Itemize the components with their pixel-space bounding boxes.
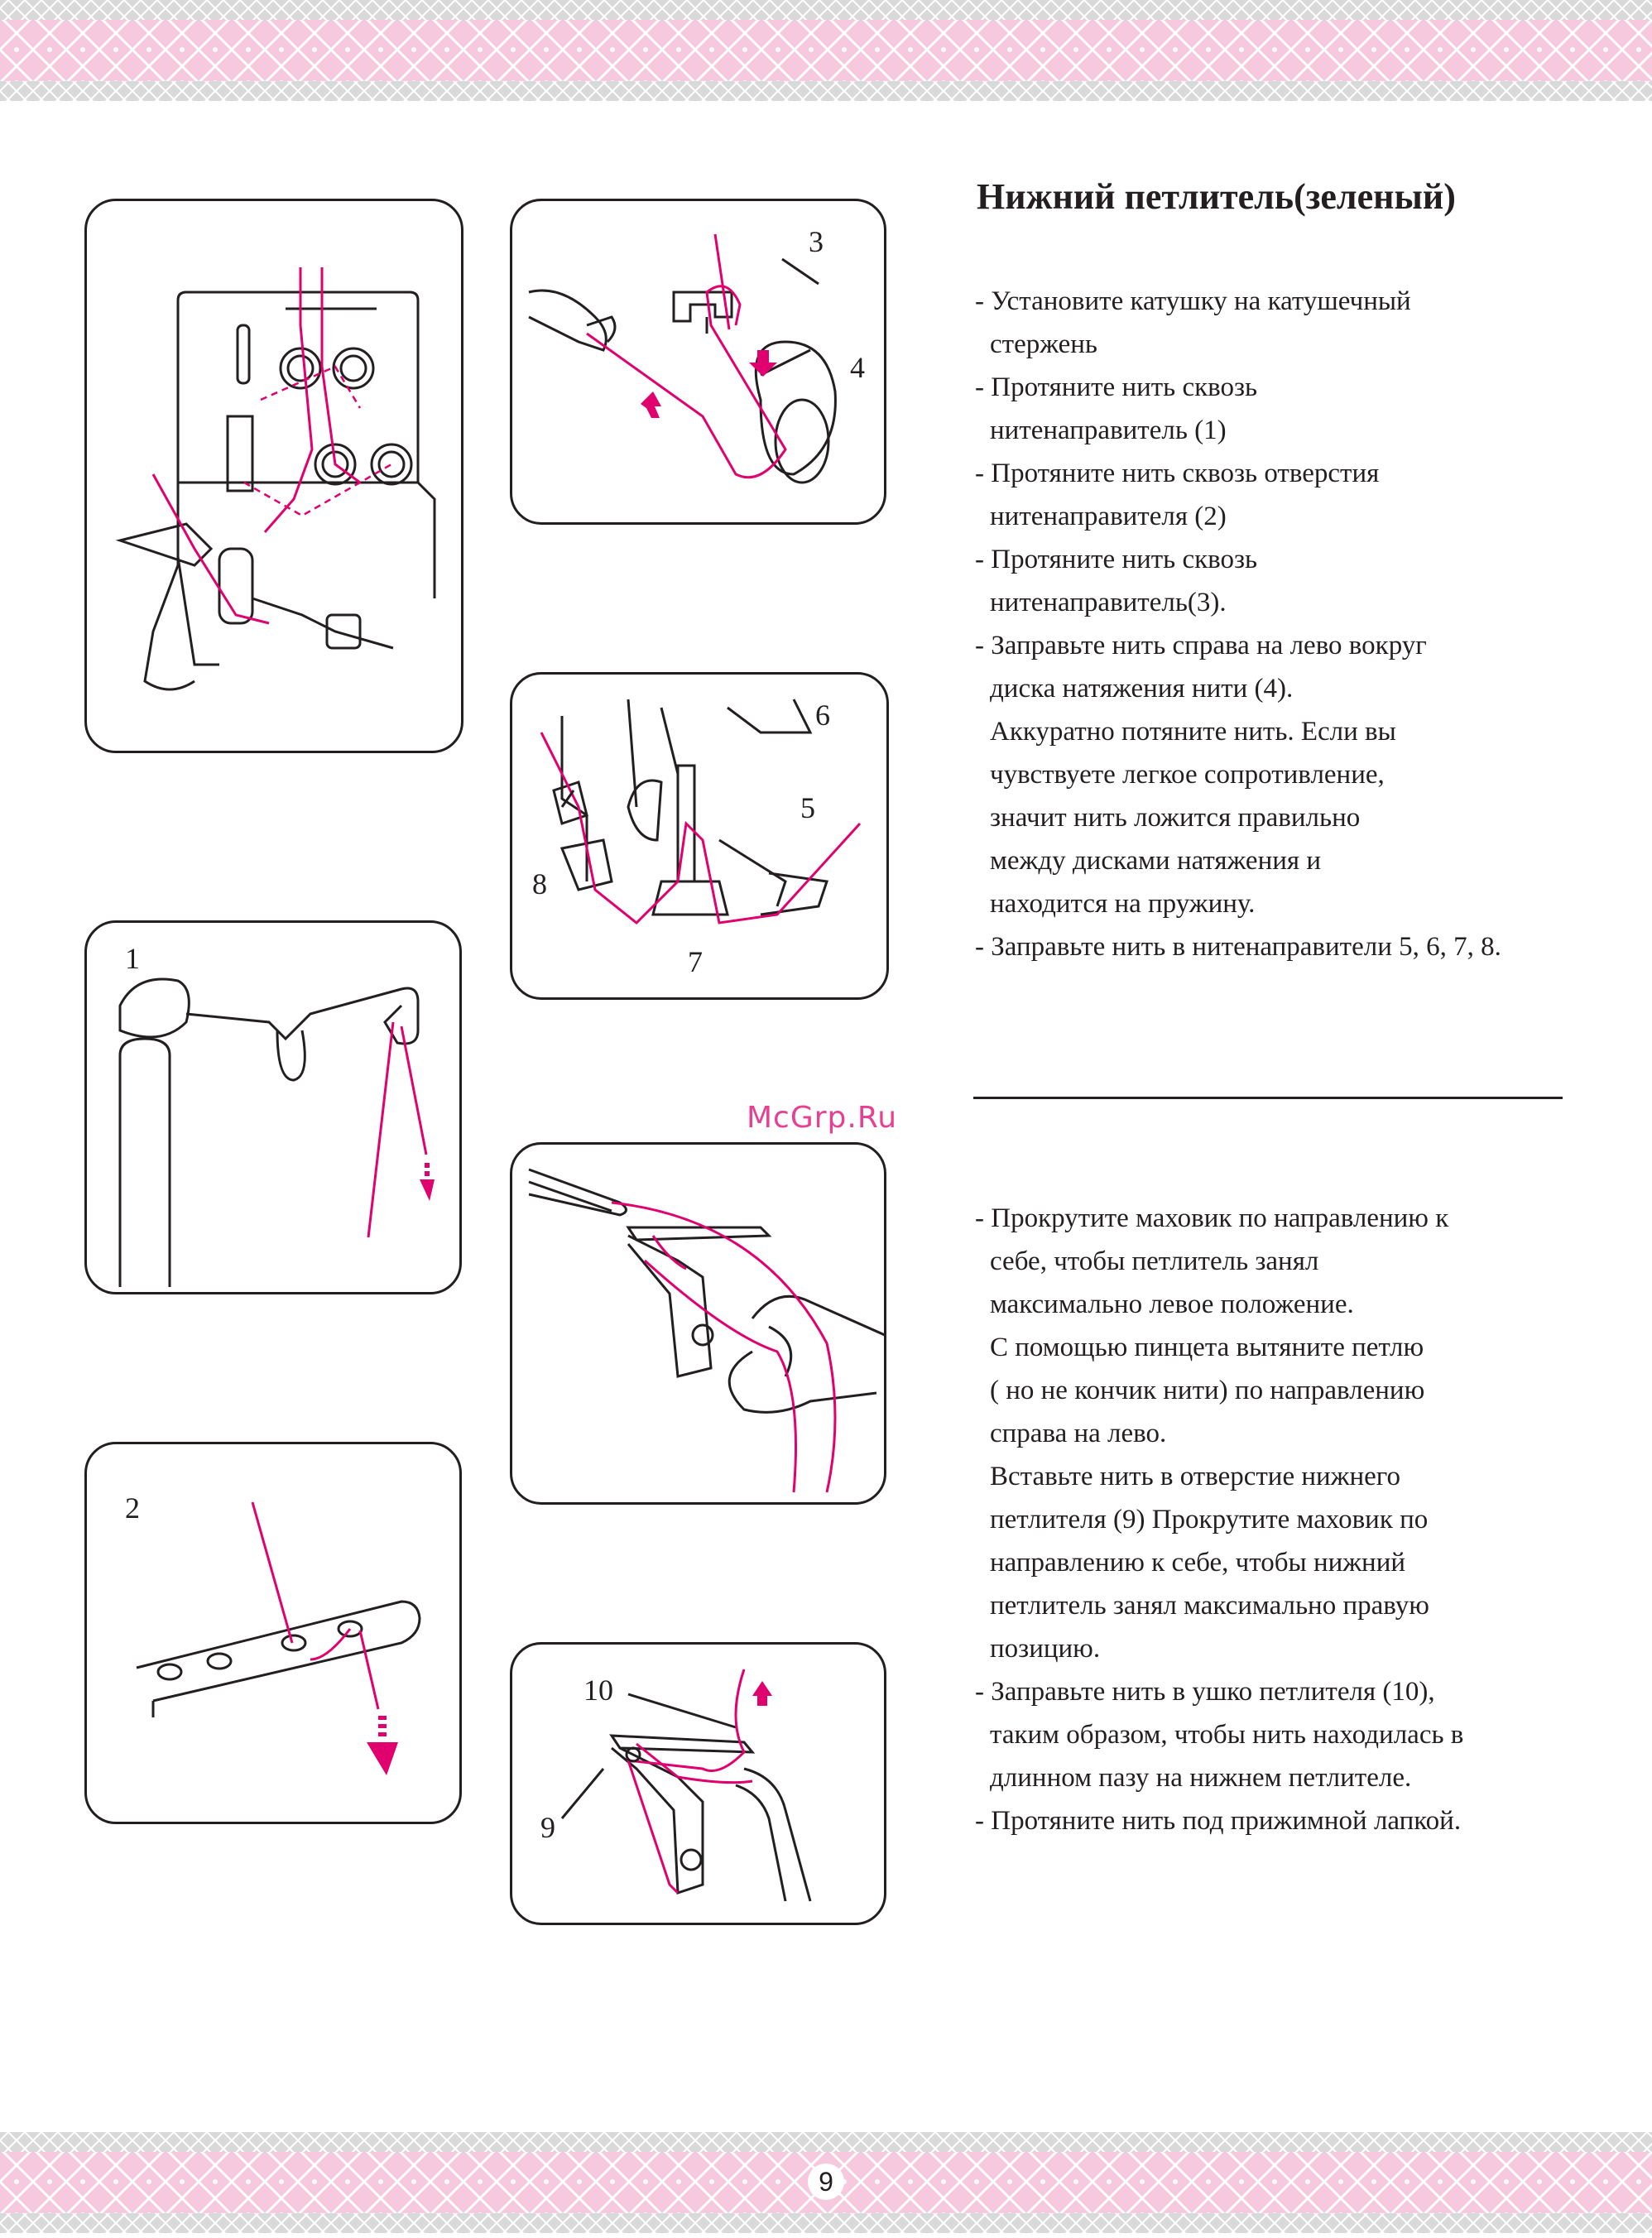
instruction-step	[975, 366, 1629, 452]
instruction-line: длинном пазу на нижнем петлителе.	[990, 1763, 1412, 1793]
instruction-line: С помощью пинцета вытяните петлю	[990, 1333, 1424, 1362]
looper-illustration	[512, 1645, 886, 1925]
instructions-top-list	[975, 280, 1629, 968]
guide-2-label: 2	[125, 1491, 140, 1525]
tension-disc-illustration	[512, 201, 886, 525]
instruction-line: - Протяните нить под прижимной лапкой.	[975, 1806, 1462, 1836]
page-number: 9	[808, 2164, 844, 2200]
overview-figure-panel	[84, 199, 463, 753]
instruction-line: диска натяжения нити (4).	[990, 674, 1294, 704]
guide-1-illustration	[87, 923, 462, 1294]
instruction-line: - Заправьте нить справа на лево вокруг	[975, 631, 1427, 660]
instruction-step	[975, 925, 1629, 968]
up-arrow-icon	[752, 1681, 772, 1706]
overview-illustration	[87, 201, 463, 753]
instruction-line: таким образом, чтобы нить находилась в	[990, 1720, 1464, 1750]
instruction-line: справа на лево.	[990, 1419, 1167, 1448]
callout-3: 3	[809, 225, 824, 258]
instruction-line: - Протяните нить сквозь	[975, 372, 1258, 402]
instruction-line: находится на пружину.	[990, 889, 1256, 919]
watermark-text: McGrp.Ru	[747, 1101, 898, 1135]
tweezers-illustration	[512, 1145, 886, 1505]
callout-9: 9	[540, 1811, 555, 1844]
instruction-line: нитенаправитель(3).	[990, 588, 1227, 617]
guide-2-figure-panel	[84, 1442, 462, 1824]
guides-figure-panel	[510, 672, 889, 1000]
callout-5: 5	[800, 791, 815, 824]
instruction-step	[975, 624, 1629, 925]
top-decorative-band	[0, 0, 1652, 106]
guide-1-figure-panel	[84, 920, 462, 1294]
instruction-line: позицию.	[990, 1634, 1101, 1664]
instruction-line: - Прокрутите маховик по направлению к	[975, 1203, 1449, 1233]
instruction-line: Аккуратно потяните нить. Если вы	[990, 717, 1396, 747]
instruction-step	[975, 1197, 1629, 1670]
instruction-step	[975, 1670, 1629, 1799]
callout-7: 7	[688, 945, 703, 978]
instruction-line: нитенаправителя (2)	[990, 502, 1227, 531]
instruction-line: чувствуете легкое сопротивление,	[990, 760, 1385, 790]
instruction-line: - Заправьте нить в ушко петлителя (10),	[975, 1677, 1435, 1707]
instructions-bottom-list	[975, 1197, 1629, 1842]
section-title: Нижний петлитель(зеленый)	[977, 176, 1456, 217]
instruction-line: направлению к себе, чтобы нижний	[990, 1548, 1406, 1578]
down-arrow-icon	[420, 1163, 435, 1201]
callout-10: 10	[583, 1674, 613, 1707]
instruction-line: стержень	[990, 329, 1097, 359]
instruction-line: петлитель занял максимально правую	[990, 1591, 1429, 1621]
tweezers-figure-panel	[510, 1142, 886, 1505]
instruction-step	[975, 452, 1629, 538]
instruction-line: максимально левое положение.	[990, 1289, 1354, 1319]
instruction-line: Вставьте нить в отверстие нижнего	[990, 1462, 1400, 1491]
instruction-line: значит нить ложится правильно	[990, 803, 1361, 833]
instruction-step	[975, 538, 1629, 624]
instruction-line: ( но не кончик нити) по направлению	[990, 1376, 1425, 1405]
down-arrow-icon	[749, 350, 777, 377]
tension-disc-figure-panel	[510, 199, 886, 525]
callout-6: 6	[815, 699, 830, 732]
guide-2-illustration	[87, 1444, 462, 1824]
up-arrow-icon	[641, 391, 661, 418]
instruction-line: - Заправьте нить в нитенаправители 5, 6, 7, 8.	[975, 932, 1501, 962]
instruction-line: петлителя (9) Прокрутите маховик по	[990, 1505, 1429, 1534]
instruction-line: - Протяните нить сквозь	[975, 545, 1258, 574]
instruction-line: - Протяните нить сквозь отверстия	[975, 459, 1380, 488]
down-arrow-icon	[367, 1716, 398, 1775]
callout-4: 4	[850, 351, 865, 384]
instruction-line: нитенаправитель (1)	[990, 415, 1227, 445]
callout-8: 8	[532, 867, 547, 900]
instruction-line: между дисками натяжения и	[990, 846, 1321, 876]
instruction-step	[975, 280, 1629, 366]
instruction-step	[975, 1799, 1629, 1842]
section-divider	[973, 1097, 1563, 1099]
instruction-line: - Установите катушку на катушечный	[975, 286, 1411, 316]
looper-figure-panel	[510, 1642, 886, 1925]
guide-1-label: 1	[125, 942, 140, 975]
instruction-line: себе, чтобы петлитель занял	[990, 1246, 1319, 1276]
